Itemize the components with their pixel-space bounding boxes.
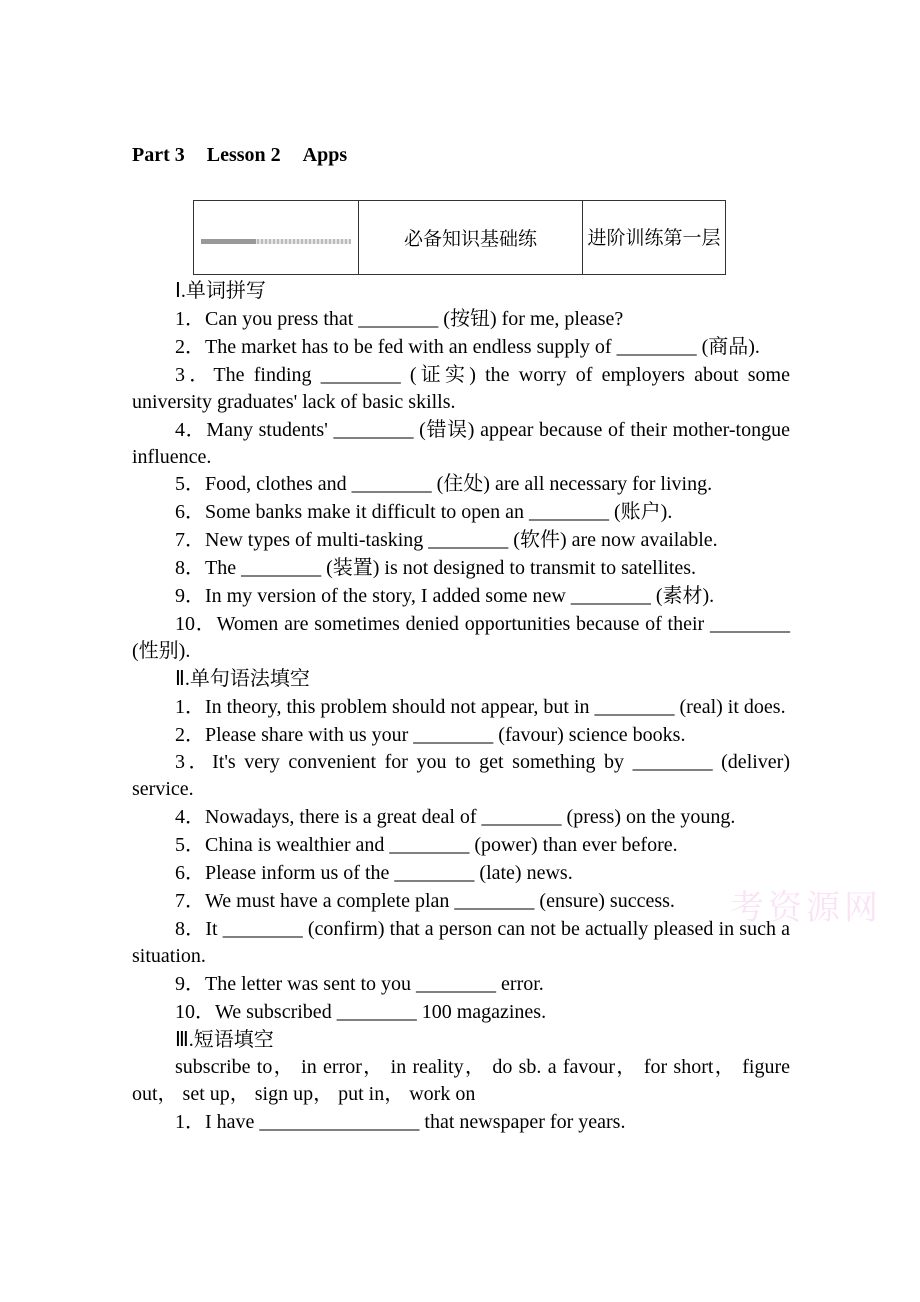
exercise-item: 5．Food, clothes and ________ (住处) are all necessary for living. bbox=[175, 473, 713, 496]
section-heading: Ⅰ.单词拼写 bbox=[175, 280, 266, 302]
section-heading: Ⅲ.短语填空 bbox=[175, 1028, 274, 1051]
watermark: 考资源网 bbox=[730, 888, 882, 928]
lesson-label: Lesson 2 bbox=[206, 144, 281, 166]
section-heading: Ⅱ.单句语法填空 bbox=[175, 667, 310, 690]
exercise-item: 4．Nowadays, there is a great deal of ________ (press) on the young. bbox=[175, 806, 736, 829]
document-title bbox=[132, 144, 369, 167]
exercise-item: 6．Some banks make it difficult to open an ________ (账户). bbox=[175, 501, 673, 524]
exercise-item: 8．The ________ (装置) is not designed to transmit to satellites. bbox=[175, 557, 697, 580]
progress-image-cell bbox=[194, 201, 359, 275]
exercise-item: 10．Women are sometimes denied opportunities because of their ________ (性别). bbox=[132, 612, 790, 662]
exercise-item: 10．We subscribed ________ 100 magazines. bbox=[175, 1000, 547, 1023]
exercise-item: 8．It ________ (confirm) that a person can not be actually pleased in such a situation. bbox=[132, 917, 790, 967]
exercise-content bbox=[132, 278, 790, 1137]
part-label: Part 3 bbox=[132, 144, 185, 166]
phrase-bank: subscribe to， in error， in reality， do sb. a favour， for short， figure out， set up， sign up， put in， work on bbox=[132, 1056, 790, 1106]
exercise-item: 7．We must have a complete plan ________ (ensure) success. bbox=[175, 890, 675, 913]
header-table bbox=[193, 200, 726, 275]
exercise-item: 4．Many students' ________ (错误) appear because of their mother-tongue influence. bbox=[132, 418, 790, 468]
exercise-item: 1．Can you press that ________ (按钮) for me, please? bbox=[175, 307, 624, 330]
decorative-bar-image bbox=[201, 239, 351, 244]
exercise-item: 1．I have ________________ that newspaper for years. bbox=[175, 1111, 626, 1134]
basic-practice-cell: 必备知识基础练 bbox=[359, 201, 583, 275]
exercise-item: 2．Please share with us your ________ (favour) science books. bbox=[175, 723, 686, 746]
exercise-item: 7．New types of multi-tasking ________ (软件) are now available. bbox=[175, 529, 718, 552]
exercise-item: 2．The market has to be fed with an endless supply of ________ (商品). bbox=[175, 335, 760, 358]
exercise-item: 9．In my version of the story, I added some new ________ (素材). bbox=[175, 585, 715, 608]
exercise-item: 5．China is wealthier and ________ (power) than ever before. bbox=[175, 834, 678, 857]
exercise-item: 3．It's very convenient for you to get something by ________ (deliver) service. bbox=[132, 751, 790, 801]
exercise-item: 9．The letter was sent to you ________ error. bbox=[175, 972, 544, 995]
exercise-item: 3．The finding ________ (证实) the worry of employers about some university graduates' lack of basic skills. bbox=[132, 363, 790, 413]
exercise-item: 6．Please inform us of the ________ (late) news. bbox=[175, 862, 573, 885]
exercise-item: 1．In theory, this problem should not appear, but in ________ (real) it does. bbox=[175, 695, 786, 718]
topic-label: Apps bbox=[302, 144, 348, 166]
advanced-level-cell: 进阶训练第一层 bbox=[583, 201, 726, 275]
